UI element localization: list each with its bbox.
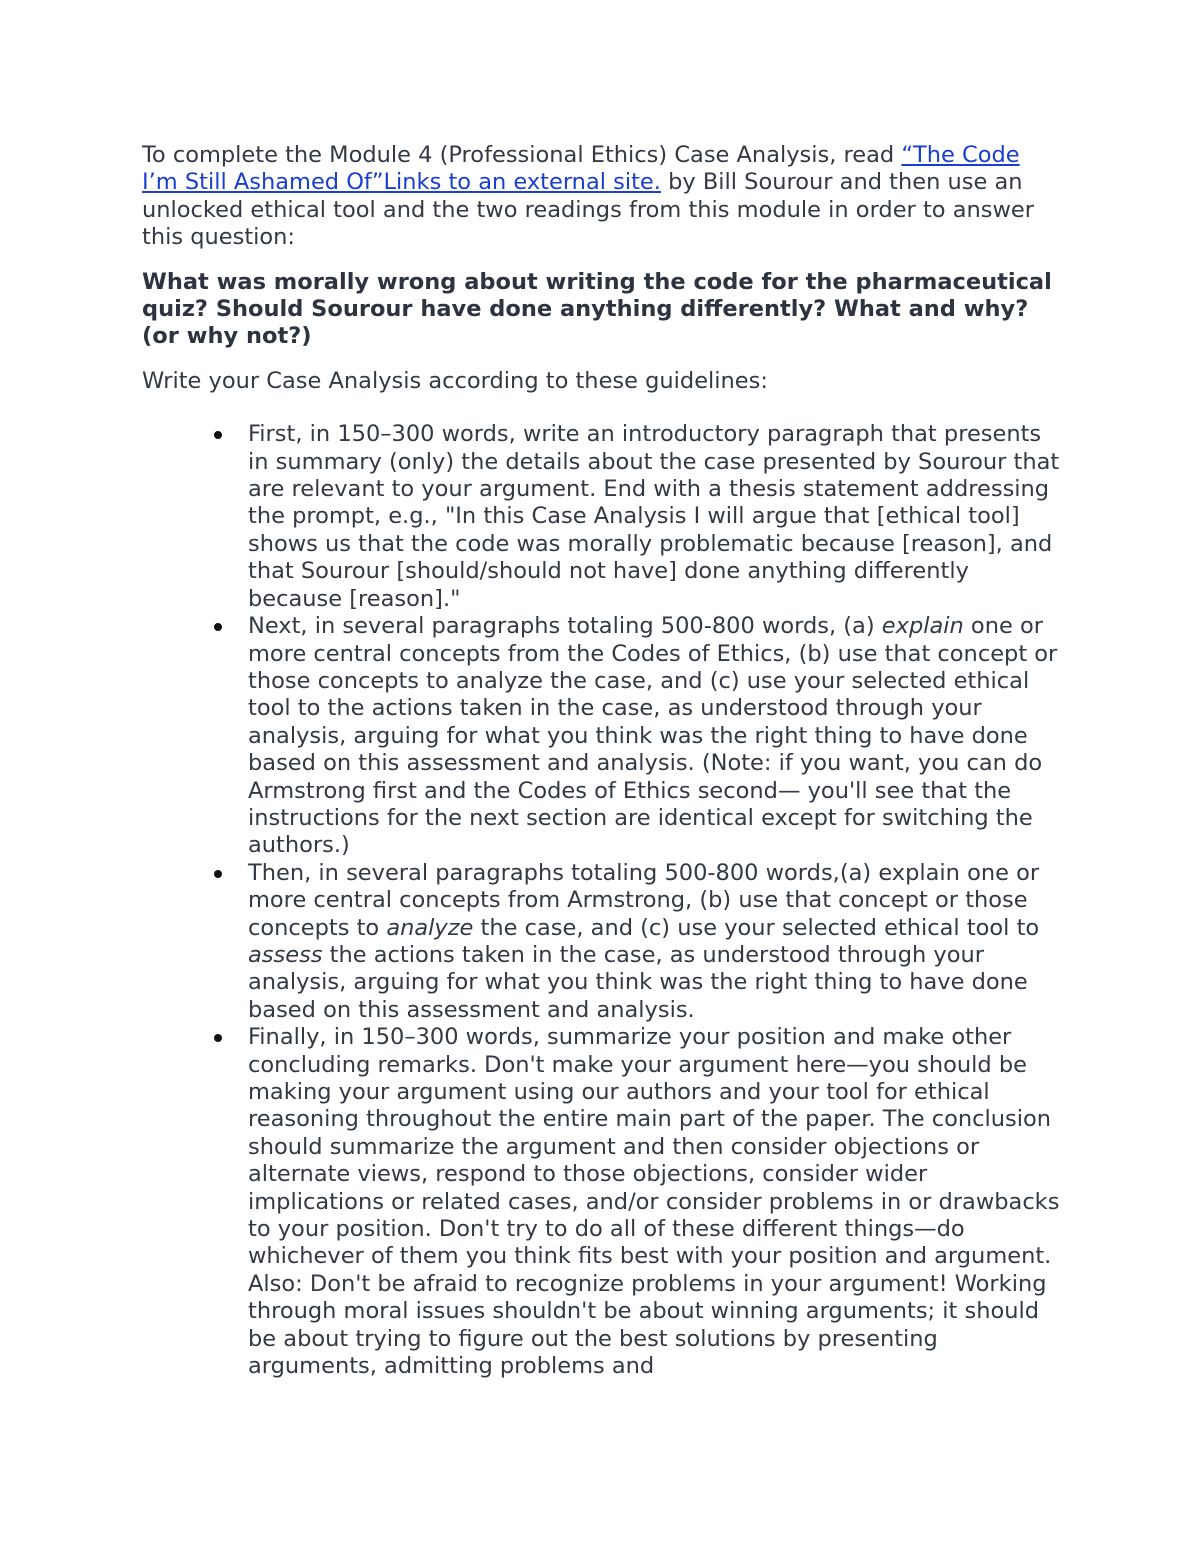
bullet-icon (214, 623, 222, 631)
bullet-icon (214, 870, 222, 878)
intro-text-before-link: To complete the Module 4 (Professional Ethics) Case Analysis, read (142, 142, 902, 168)
guideline-item-codes-of-ethics (248, 613, 1062, 860)
intro-text-after-link: by Bill Sourour and then use an unlocked ethical tool and the two readings from this module in order to answer this question: (142, 169, 1034, 251)
guideline-emphasis: assess (248, 941, 323, 968)
bullet-icon (214, 1034, 222, 1042)
guideline-emphasis: explain (881, 613, 964, 640)
guideline-text-part: one or more central concepts from the Codes of Ethics, (b) use that concept or those concepts to analyze the case, and (c) use your selected ethical tool to the actions taken in the case, as understood through your analysis, arguing for what you think was the right thing to have done based on this assessment and analysis. (Note: if you want, you can do Armstrong first and the Codes of Ethics second— you'll see that the instructions for the next section are identical except for switching the authors.) (248, 613, 1058, 859)
guidelines-intro: Write your Case Analysis according to these guidelines: (142, 367, 768, 394)
bullet-icon (214, 431, 222, 439)
guideline-text-part: Next, in several paragraphs totaling 500-800 words, (a) (248, 613, 882, 640)
guideline-text-part: Then, in several paragraphs totaling 500-800 words,(a) explain one or more central concepts from Armstrong, (b) use that concept or those concepts to (248, 859, 1040, 941)
guideline-item-introduction (248, 421, 1062, 613)
guideline-emphasis: analyze (386, 914, 474, 941)
guideline-text: Finally, in 150–300 words, summarize your position and make other concluding remarks. Don't make your argument here—you should be making your argument using our authors and your tool for ethical reasoning throughout the entire main part of the paper. The conclusion should summarize the argument and then consider objections or alternate views, respond to those objections, consider wider implications or related cases, and/or consider problems in or drawbacks to your position. Don't try to do all of these different things—do whichever of them you think fits best with your position and argument. Also: Don't be afraid to recognize problems in your argument! Working through moral issues shouldn't be about winning arguments; it should be about trying to figure out the best solutions by presenting arguments, admitting problems and (248, 1024, 1060, 1380)
case-question: What was morally wrong about writing the code for the pharmaceutical quiz? Should Sourour have done anything differently? What and why? (or why not?) (142, 268, 1052, 350)
document-page (142, 142, 1062, 1380)
guidelines-list (142, 421, 1062, 1380)
guideline-item-armstrong (248, 860, 1062, 1024)
intro-paragraph (142, 142, 1062, 252)
guideline-text-part: the actions taken in the case, as understood through your analysis, arguing for what you think was the right thing to have done based on this assessment and analysis. (248, 941, 1028, 1023)
article-link[interactable]: “The Code I’m Still Ashamed Of”Links to an external site. (142, 142, 1020, 196)
guideline-text-part: the case, and (c) use your selected ethical tool to (473, 914, 1040, 941)
guideline-text: First, in 150–300 words, write an introductory paragraph that presents in summary (only) the details about the case presented by Sourour that are relevant to your argument. End with a thesis statement addressing the prompt, e.g., "In this Case Analysis I will argue that [ethical tool] shows us that the code was morally problematic because [reason], and that Sourour [should/should not have] done anything differently because [reason]." (248, 421, 1060, 612)
guideline-item-conclusion (248, 1024, 1062, 1380)
